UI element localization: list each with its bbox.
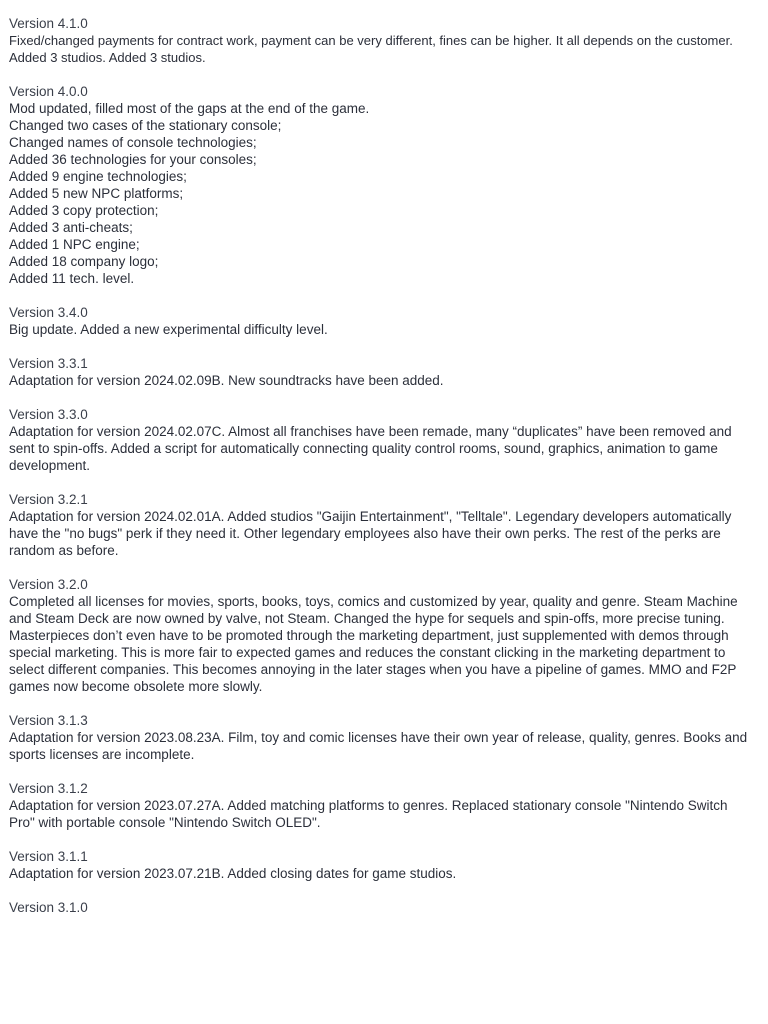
changelog-line: have the "no bugs" perk if they need it. Other legendary employees also have their own perks. The rest of the perks are	[9, 526, 721, 541]
changelog-entry	[9, 406, 759, 474]
changelog-line: Adaptation for version 2023.08.23A. Film, toy and comic licenses have their own year of release, quality, genres. Books and	[9, 730, 748, 745]
changelog-line: sports licenses are incomplete.	[9, 747, 195, 762]
changelog-entry	[9, 576, 759, 695]
version-heading: Version 3.3.0	[9, 407, 88, 422]
version-heading: Version 3.1.1	[9, 849, 88, 864]
changelog-line: Changed names of console technologies;	[9, 135, 257, 150]
changelog-entry	[9, 355, 759, 389]
changelog-entry	[9, 491, 759, 559]
version-heading: Version 3.1.2	[9, 781, 88, 796]
changelog-line: Added 3 anti-cheats;	[9, 220, 133, 235]
version-heading: Version 4.0.0	[9, 84, 88, 99]
changelog-line: Big update. Added a new experimental difficulty level.	[9, 322, 328, 337]
changelog-line: Adaptation for version 2024.02.09B. New soundtracks have been added.	[9, 373, 444, 388]
version-heading: Version 4.1.0	[9, 16, 88, 31]
changelog-line: Added 3 studios. Added 3 studios.	[9, 50, 206, 65]
version-heading: Version 3.3.1	[9, 356, 88, 371]
changelog-entry	[9, 780, 759, 831]
changelog-entry	[9, 899, 759, 916]
changelog-line: Added 18 company logo;	[9, 254, 159, 269]
changelog-line: Adaptation for version 2024.02.01A. Added studios "Gaijin Entertainment", "Telltale". Legendary developers automatically	[9, 509, 732, 524]
changelog-line: games now become obsolete more slowly.	[9, 679, 263, 694]
changelog-line: Completed all licenses for movies, sports, books, toys, comics and customized by year, quality and genre. Steam Machine	[9, 594, 738, 609]
changelog-line: Added 3 copy protection;	[9, 203, 159, 218]
version-heading: Version 3.1.0	[9, 900, 88, 915]
changelog-line: Fixed/changed payments for contract work, payment can be very different, fines can be higher. It all depends on the customer.	[9, 33, 733, 48]
changelog-line: development.	[9, 458, 91, 473]
version-heading: Version 3.2.0	[9, 577, 88, 592]
changelog-line: Added 36 technologies for your consoles;	[9, 152, 257, 167]
version-heading: Version 3.1.3	[9, 713, 88, 728]
changelog-line: special marketing. This is more fair to expected games and reduces the constant clicking in the marketing department to	[9, 645, 726, 660]
changelog-line: Adaptation for version 2024.02.07C. Almost all franchises have been remade, many “duplicates” have been removed and	[9, 424, 732, 439]
changelog-line: Adaptation for version 2023.07.27A. Added matching platforms to genres. Replaced stationary console "Nintendo Switch	[9, 798, 728, 813]
changelog-line: Pro" with portable console "Nintendo Switch OLED".	[9, 815, 321, 830]
changelog-entry	[9, 848, 759, 882]
changelog-line: Adaptation for version 2023.07.21B. Added closing dates for game studios.	[9, 866, 457, 881]
version-heading: Version 3.4.0	[9, 305, 88, 320]
changelog-line: Masterpieces don’t even have to be promoted through the marketing department, just supplemented with demos through	[9, 628, 729, 643]
changelog-line: Added 5 new NPC platforms;	[9, 186, 184, 201]
changelog-line: Added 11 tech. level.	[9, 271, 135, 286]
version-heading: Version 3.2.1	[9, 492, 88, 507]
changelog-line: select different companies. This becomes annoying in the later stages when you have a pipeline of games. MMO and F2P	[9, 662, 737, 677]
changelog-entry	[9, 712, 759, 763]
changelog-line: Added 9 engine technologies;	[9, 169, 187, 184]
changelog-entry	[9, 83, 759, 287]
changelog-line: sent to spin-offs. Added a script for automatically connecting quality control rooms, sound, graphics, animation to game	[9, 441, 718, 456]
changelog-line: Changed two cases of the stationary console;	[9, 118, 282, 133]
changelog-entry	[9, 15, 759, 66]
changelog-entry	[9, 304, 759, 338]
changelog-line: and Steam Deck are now owned by valve, not Steam. Changed the hype for sequels and spin-offs, more precise tuning.	[9, 611, 725, 626]
changelog-line: Added 1 NPC engine;	[9, 237, 140, 252]
changelog-line: Mod updated, filled most of the gaps at the end of the game.	[9, 101, 370, 116]
changelog-line: random as before.	[9, 543, 119, 558]
